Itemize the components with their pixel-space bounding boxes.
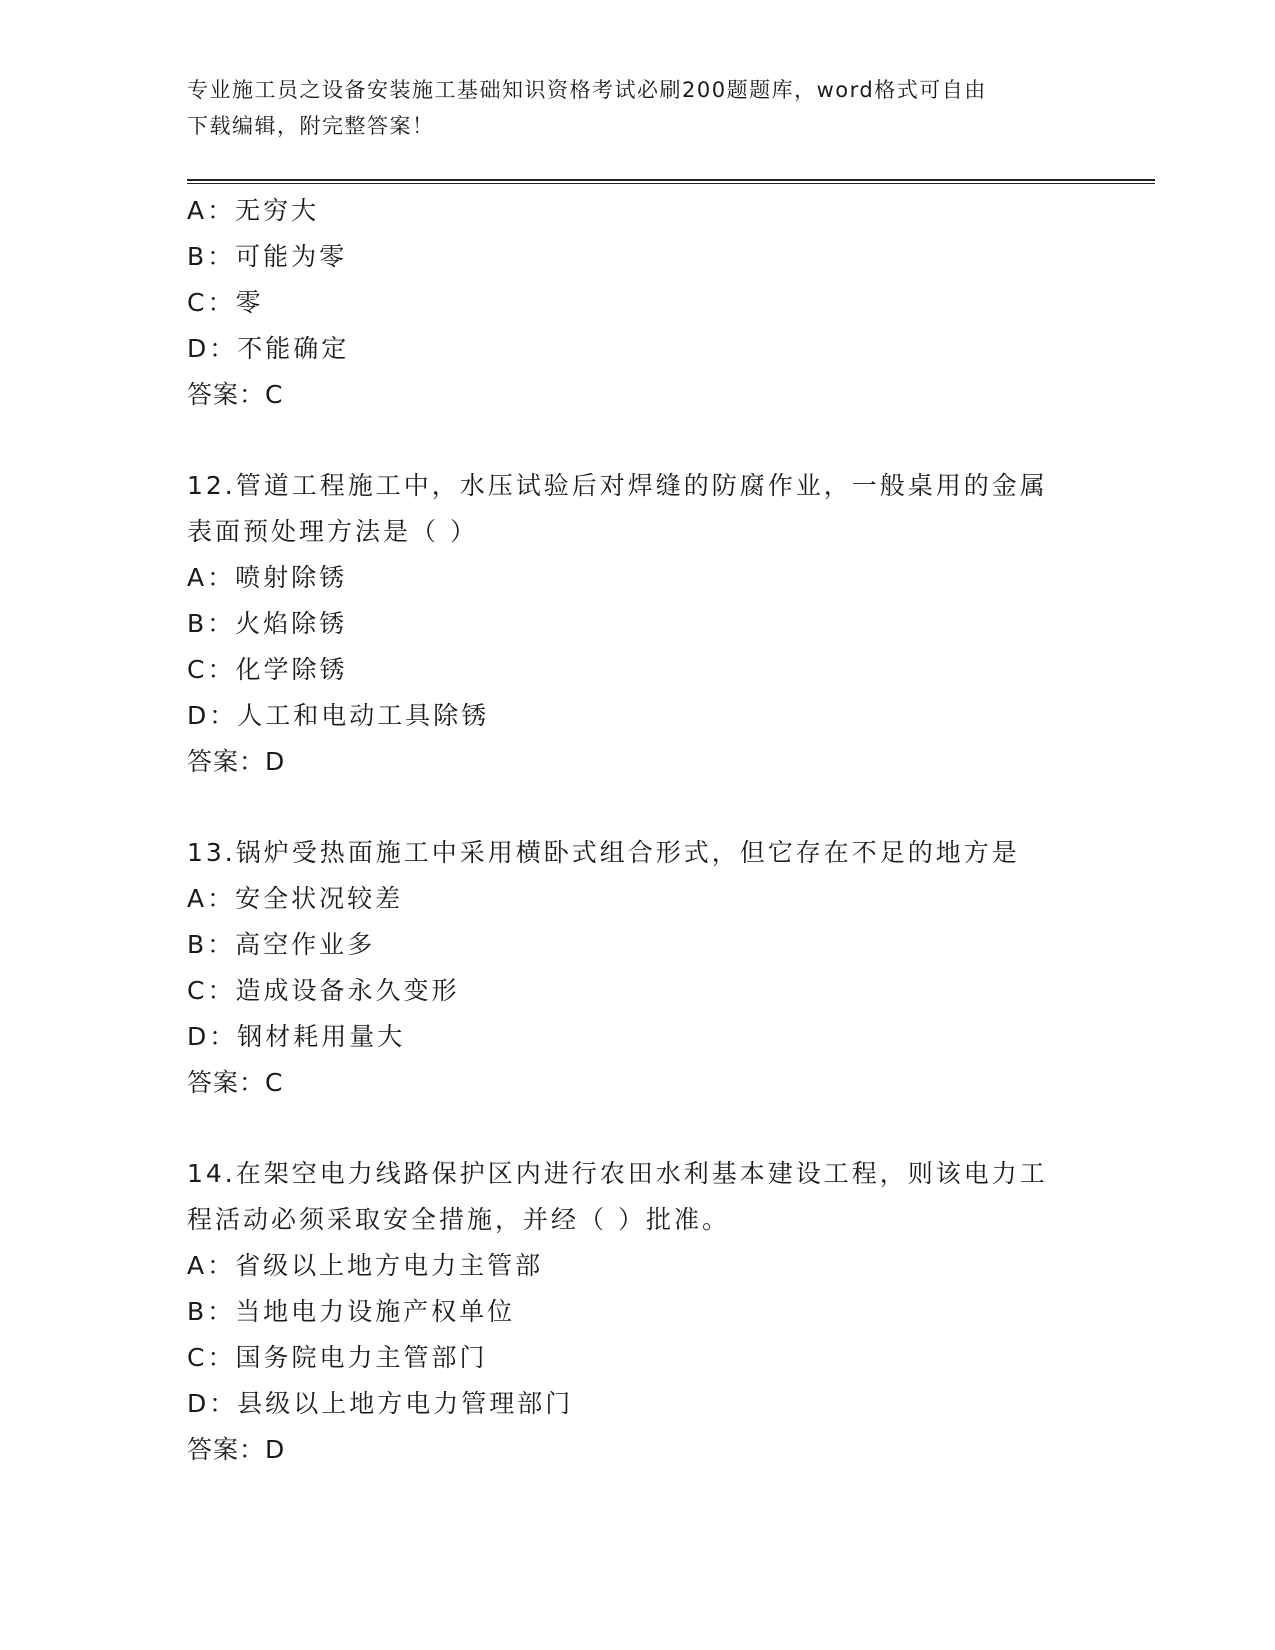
- option-c: C：造成设备永久变形: [187, 976, 460, 1005]
- option-b: B：当地电力设施产权单位: [187, 1297, 516, 1326]
- option-d: D：不能确定: [187, 334, 350, 363]
- option-d: D：县级以上地方电力管理部门: [187, 1389, 574, 1418]
- question-text-line-1: 13.锅炉受热面施工中采用横卧式组合形式，但它存在不足的地方是: [187, 838, 1020, 867]
- question-text-line-2: 程活动必须采取安全措施，并经（ ）批准。: [187, 1205, 730, 1234]
- header-title-line-1: 专业施工员之设备安装施工基础知识资格考试必刷200题题库，word格式可自由: [187, 78, 987, 102]
- header-divider-thick: [187, 179, 1155, 181]
- document-header: [187, 72, 1087, 144]
- question-list: [187, 188, 1107, 1473]
- answer: 答案：D: [187, 1435, 286, 1464]
- option-c: C：国务院电力主管部门: [187, 1343, 488, 1372]
- question-12: [187, 463, 1107, 785]
- option-b: B：火焰除锈: [187, 609, 348, 638]
- option-d: D：人工和电动工具除锈: [187, 701, 490, 730]
- question-text-line-2: 表面预处理方法是（ ）: [187, 517, 478, 546]
- option-d: D：钢材耗用量大: [187, 1022, 406, 1051]
- question-11: [187, 188, 1107, 418]
- option-c: C：化学除锈: [187, 655, 348, 684]
- option-a: A：喷射除锈: [187, 563, 348, 592]
- header-divider-thin: [187, 183, 1155, 184]
- header-title-line-2: 下载编辑，附完整答案！: [187, 114, 435, 138]
- option-b: B：高空作业多: [187, 930, 376, 959]
- question-14: [187, 1151, 1107, 1473]
- question-text-line-1: 12.管道工程施工中，水压试验后对焊缝的防腐作业，一般桌用的金属: [187, 471, 1048, 500]
- answer: 答案：D: [187, 747, 286, 776]
- option-a: A：安全状况较差: [187, 884, 404, 913]
- option-a: A：无穷大: [187, 196, 320, 225]
- answer: 答案：C: [187, 1068, 284, 1097]
- answer: 答案：C: [187, 380, 284, 409]
- question-text-line-1: 14.在架空电力线路保护区内进行农田水利基本建设工程，则该电力工: [187, 1159, 1048, 1188]
- option-c: C：零: [187, 288, 264, 317]
- option-b: B：可能为零: [187, 242, 348, 271]
- question-13: [187, 830, 1107, 1106]
- option-a: A：省级以上地方电力主管部: [187, 1251, 544, 1280]
